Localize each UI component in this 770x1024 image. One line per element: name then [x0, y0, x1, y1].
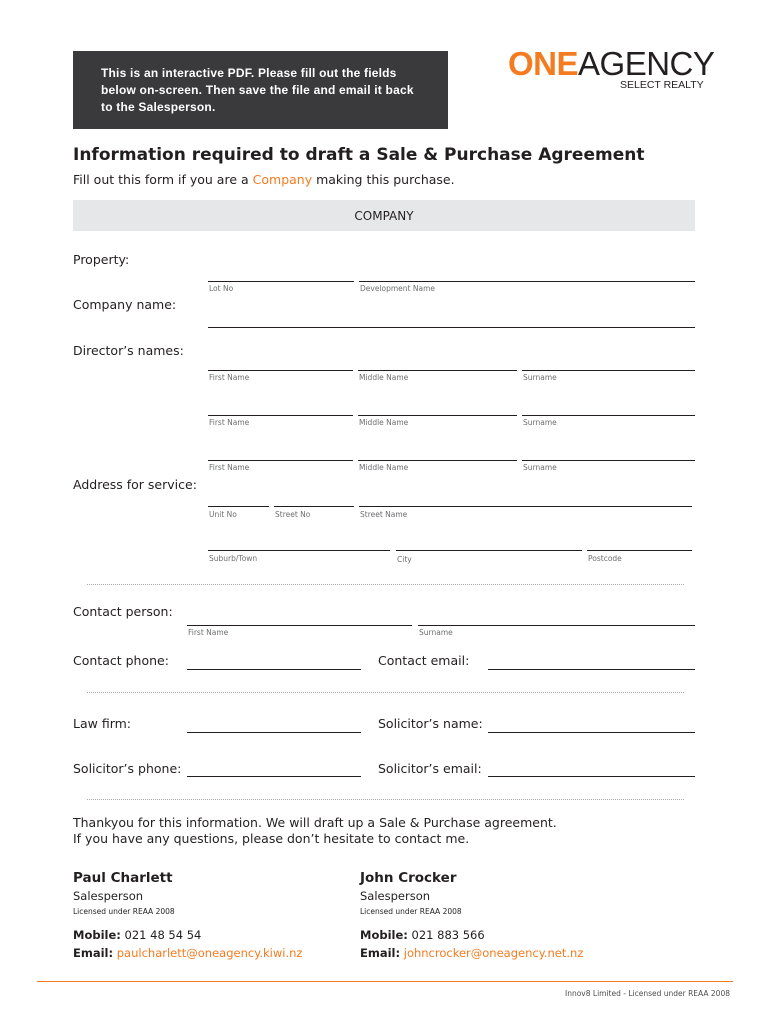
director-3-first-name-field[interactable]: [208, 460, 353, 461]
street-name-field[interactable]: [359, 506, 692, 507]
suburb-town-field[interactable]: [208, 550, 390, 551]
property-label: Property:: [73, 252, 130, 267]
unit-no-field[interactable]: [208, 506, 269, 507]
contact-person-label: Contact person:: [73, 604, 173, 619]
law-firm-label: Law firm:: [73, 716, 132, 731]
directors-label: Director’s names:: [73, 343, 184, 358]
agent-1-name: Paul Charlett: [73, 870, 173, 886]
notice-line-2: below on-screen. Then save the file and email it back: [101, 83, 414, 97]
agent-2-license: Licensed under REAA 2008: [360, 907, 462, 916]
footer-text: Innov8 Limited - Licensed under REAA 2008: [564, 989, 730, 998]
law-firm-field[interactable]: [187, 732, 361, 733]
agent-1-email: [73, 946, 302, 960]
lot-no-caption: Lot No: [209, 284, 234, 293]
middle-name-caption: Middle Name: [359, 463, 409, 472]
page-title: Information required to draft a Sale & Purchase Agreement: [73, 145, 645, 165]
notice-line-1: This is an interactive PDF. Please fill out the fields: [101, 66, 397, 80]
development-name-caption: Development Name: [360, 284, 435, 293]
email-label: Email:: [360, 946, 401, 960]
first-name-caption: First Name: [209, 373, 250, 382]
address-label: Address for service:: [73, 477, 197, 492]
first-name-caption: First Name: [188, 628, 229, 637]
solicitor-phone-label: Solicitor’s phone:: [73, 761, 182, 776]
development-name-field[interactable]: [359, 281, 695, 282]
divider: [87, 584, 684, 585]
agent-2-name: John Crocker: [360, 870, 457, 886]
contact-email-field[interactable]: [488, 669, 695, 670]
thanks-message: [73, 815, 557, 847]
director-1-surname-field[interactable]: [522, 370, 695, 371]
contact-first-name-field[interactable]: [187, 625, 412, 626]
postcode-field[interactable]: [587, 550, 692, 551]
agent-1-role: Salesperson: [73, 889, 144, 903]
contact-surname-field[interactable]: [418, 625, 695, 626]
agent-2-email-link[interactable]: johncrocker@oneagency.net.nz: [403, 946, 584, 960]
mobile-label: Mobile:: [360, 928, 408, 942]
suburb-town-caption: Suburb/Town: [209, 554, 258, 563]
street-no-caption: Street No: [275, 510, 311, 519]
street-name-caption: Street Name: [360, 510, 408, 519]
agent-1-license: Licensed under REAA 2008: [73, 907, 175, 916]
director-1-first-name-field[interactable]: [208, 370, 353, 371]
city-field[interactable]: [396, 550, 582, 551]
contact-phone-field[interactable]: [187, 669, 361, 670]
agent-1-mobile: [73, 928, 201, 942]
logo-one: ONE: [508, 45, 579, 82]
section-header-company: COMPANY: [73, 200, 695, 231]
agent-1-email-link[interactable]: paulcharlett@oneagency.kiwi.nz: [116, 946, 303, 960]
director-3-middle-name-field[interactable]: [358, 460, 517, 461]
postcode-caption: Postcode: [588, 554, 622, 563]
street-no-field[interactable]: [274, 506, 354, 507]
email-label: Email:: [73, 946, 114, 960]
notice-line-3: to the Salesperson.: [101, 100, 216, 114]
divider: [87, 799, 684, 800]
lot-no-field[interactable]: [208, 281, 354, 282]
middle-name-caption: Middle Name: [359, 373, 409, 382]
solicitor-phone-field[interactable]: [187, 776, 361, 777]
logo-subtitle: SELECT REALTY: [620, 79, 704, 91]
footer-rule: [37, 981, 733, 982]
logo-agency: AGENCY: [578, 45, 715, 82]
agent-1-mobile-number: 021 48 54 54: [124, 928, 202, 942]
surname-caption: Surname: [419, 628, 453, 637]
director-2-first-name-field[interactable]: [208, 415, 353, 416]
company-name-label: Company name:: [73, 297, 177, 312]
solicitor-email-label: Solicitor’s email:: [378, 761, 482, 776]
company-name-field[interactable]: [208, 327, 695, 328]
subtitle-highlight: Company: [252, 172, 313, 187]
subtitle-after: making this purchase.: [312, 172, 455, 187]
subtitle-before: Fill out this form if you are a: [73, 172, 253, 187]
first-name-caption: First Name: [209, 418, 250, 427]
solicitor-email-field[interactable]: [488, 776, 695, 777]
director-2-middle-name-field[interactable]: [358, 415, 517, 416]
thanks-line-2: If you have any questions, please don’t hesitate to contact me.: [73, 831, 470, 846]
director-3-surname-field[interactable]: [522, 460, 695, 461]
brand-logo: [508, 44, 714, 84]
thanks-line-1: Thankyou for this information. We will draft up a Sale & Purchase agreement.: [73, 815, 557, 830]
instructions-notice: [73, 51, 448, 129]
agent-2-mobile: [360, 928, 485, 942]
surname-caption: Surname: [523, 373, 557, 382]
contact-phone-label: Contact phone:: [73, 653, 169, 668]
city-caption: City: [397, 555, 412, 564]
surname-caption: Surname: [523, 418, 557, 427]
solicitor-name-label: Solicitor’s name:: [378, 716, 483, 731]
first-name-caption: First Name: [209, 463, 250, 472]
contact-email-label: Contact email:: [378, 653, 470, 668]
surname-caption: Surname: [523, 463, 557, 472]
solicitor-name-field[interactable]: [488, 732, 695, 733]
director-1-middle-name-field[interactable]: [358, 370, 517, 371]
agent-2-email: [360, 946, 583, 960]
mobile-label: Mobile:: [73, 928, 121, 942]
divider: [87, 692, 684, 693]
page-subtitle: [73, 172, 455, 187]
unit-no-caption: Unit No: [209, 510, 237, 519]
agent-2-mobile-number: 021 883 566: [411, 928, 485, 942]
agent-2-role: Salesperson: [360, 889, 431, 903]
middle-name-caption: Middle Name: [359, 418, 409, 427]
director-2-surname-field[interactable]: [522, 415, 695, 416]
